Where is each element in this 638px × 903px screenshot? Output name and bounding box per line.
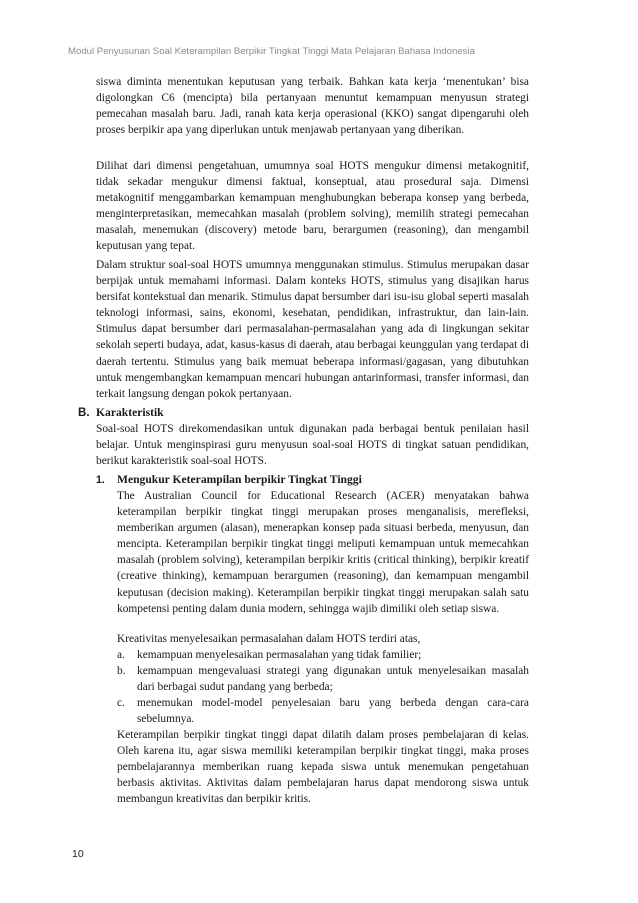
paragraph-1: siswa diminta menentukan keputusan yang terbaik. Bahkan kata kerja ‘menentukan’ bisa digolongkan C6 (mencipta) bila pertanyaan menuntut kemampuan menyusun strategi pemecahan masalah baru. Jadi, ranah kata kerja operasional (KKO) sangat dipengaruhi oleh proses berpikir apa yang diperlukan untuk menjawab pertanyaan yang diberikan. [96, 76, 529, 137]
subsection-1-number: 1. [96, 474, 105, 486]
list-marker-a: a. [117, 649, 125, 661]
list-item-c: menemukan model-model penyelesaian baru yang berbeda dengan cara-cara sebelumnya. [137, 697, 529, 726]
running-header: Modul Penyusunan Soal Keterampilan Berpikir Tingkat Tinggi Mata Pelajaran Bahasa Indonesia [68, 46, 475, 57]
paragraph-3: Dalam struktur soal-soal HOTS umumnya menggunakan stimulus. Stimulus merupakan dasar berpijak untuk memahami informasi. Dalam konteks HOTS, stimulus yang disajikan harus bersifat kontekstual dan menarik. Stimulus dapat bersumber dari isu-isu global seperti masalah teknologi informasi, sains, ekonomi, kesehatan, pendidikan, infrastruktur, dan lain-lain. Stimulus dapat bersumber dari permasalahan-permasalahan yang ada di lingkungan sekitar sekolah seperti budaya, adat, kasus-kasus di daerah, atau berbagai keunggulan yang terdapat di daerah tertentu. Stimulus yang baik memuat beberapa informasi/gagasan, yang dibutuhkan untuk mengembangkan kemampuan mencari hubungan antarinformasi, transfer informasi, dan terkait langsung dengan pokok pertanyaan. [96, 259, 529, 400]
subsection-1-paragraph: The Australian Council for Educational Research (ACER) menyatakan bahwa keterampilan berpikir tingkat tinggi merupakan proses menganalisis, merefleksi, memberikan argumen (alasan), menerapkan konsep pada situasi berbeda, menyusun, dan mencipta. Keterampilan berpikir tingkat tinggi meliputi kemampuan untuk memecahkan masalah (problem solving), keterampilan berpikir kritis (critical thinking), berpikir kreatif (creative thinking), kemampuan berargumen (reasoning), dan kemampuan mengambil keputusan (decision making). Keterampilan berpikir tingkat tinggi merupakan salah satu kompetensi penting dalam dunia modern, sehingga wajib dimiliki oleh setiap siswa. [117, 490, 529, 615]
subsection-1-title: Mengukur Keterampilan berpikir Tingkat Tinggi [117, 473, 362, 486]
paragraph-2: Dilihat dari dimensi pengetahuan, umumnya soal HOTS mengukur dimensi metakognitif, tidak sekadar mengukur dimensi faktual, konseptual, atau prosedural saja. Dimensi metakognitif menggambarkan kemampuan menghubungkan beberapa konsep yang berbeda, menginterpretasikan, memecahkan masalah (problem solving), memilih strategi pemecahan masalah, menemukan (discovery) metode baru, berargumen (reasoning), dan mengambil keputusan yang tepat. [96, 160, 529, 253]
section-b-title: Karakteristik [96, 406, 164, 419]
list-item-b: kemampuan mengevaluasi strategi yang digunakan untuk menyelesaikan masalah dari berbagai sudut pandang yang berbeda; [137, 665, 529, 694]
section-b-intro: Soal-soal HOTS direkomendasikan untuk digunakan pada berbagai bentuk penilaian hasil belajar. Untuk menginspirasi guru menyusun soal-soal HOTS di tingkat satuan pendidikan, berikut karakteristik soal-soal HOTS. [96, 423, 529, 468]
section-b-letter: B. [78, 406, 90, 419]
list-marker-b: b. [117, 665, 126, 677]
subsection-1-closing: Keterampilan berpikir tingkat tinggi dapat dilatih dalam proses pembelajaran di kelas. Oleh karena itu, agar siswa memiliki keterampilan berpikir tingkat tinggi, maka proses pembelajarannya memberikan ruang kepada siswa untuk menemukan pengetahuan berbasis aktivitas. Aktivitas dalam pembelajaran harus dapat mendorong siswa untuk membangun kreativitas dan berpikir kritis. [117, 729, 529, 806]
list-intro: Kreativitas menyelesaikan permasalahan dalam HOTS terdiri atas, [117, 633, 421, 645]
page-number: 10 [72, 848, 84, 860]
list-item-a: kemampuan menyelesaikan permasalahan yang tidak familier; [137, 649, 422, 661]
list-marker-c: c. [117, 697, 125, 709]
